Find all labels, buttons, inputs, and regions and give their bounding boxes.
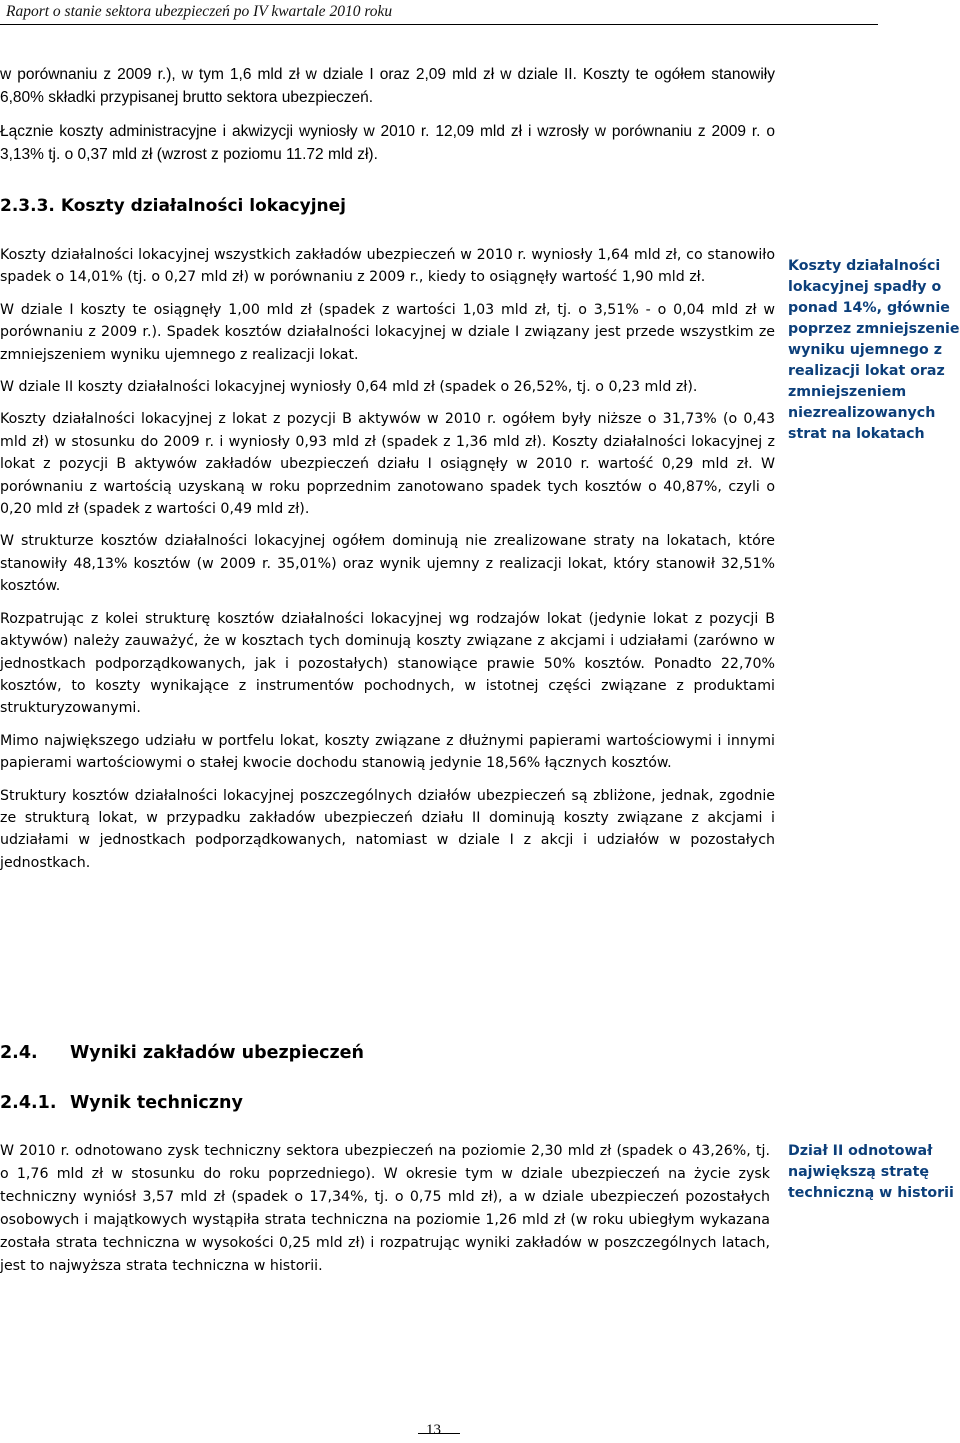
margin-note-investment-costs: Koszty działalności lokacyjnej spadły o ponad 14%, głównie poprzez zmniejszenie wyniku ujemnego z realizacji lokat oraz zmniejszeniem niezrealizowanych strat na lokatach — [788, 258, 960, 442]
section-title: Wynik techniczny — [70, 1093, 243, 1113]
section-heading-2-4 — [0, 1043, 364, 1063]
section-number: 2.4. — [0, 1043, 38, 1063]
paragraph: W dziale I koszty te osiągnęły 1,00 mld zł (spadek z wartości 1,03 mld zł, tj. o 3,51% - o 0,04 mld zł w porównaniu z 2009 r.). Spadek kosztów działalności lokacyjnej w dziale I związany jest przede wszystkim ze zmniejszeniem wyniku ujemnego z realizacji lokat. — [0, 301, 775, 363]
section-body-2-4-1 — [0, 1140, 770, 1278]
margin-note-technical-result: Dział II odnotował największą stratę techniczną w historii — [788, 1143, 954, 1201]
header-title: Raport o stanie sektora ubezpieczeń po IV kwartale 2010 roku — [6, 3, 393, 20]
paragraph: W 2010 r. odnotowano zysk techniczny sektora ubezpieczeń na poziomie 2,30 mld zł (spadek o 43,26%, tj. o 1,76 mld zł w stosunku do roku poprzedniego). W okresie tym w dziale ubezpieczeń na życie zysk techniczny wyniósł 3,57 mld zł (spadek o 17,34%, tj. o 0,75 mld zł), a w dziale ubezpieczeń pozostałych osobowych i majątkowych wystąpiła strata techniczna na poziomie 1,26 mld zł (w roku ubiegłym wykazana została strata techniczna w wysokości 0,25 mld zł) i rozpatrując wyniki zakładów w poszczególnych latach, jest to najwyższa strata techniczna w historii. — [0, 1143, 770, 1274]
section-number: 2.3.3. — [0, 196, 55, 216]
paragraph: W strukturze kosztów działalności lokacyjnej ogółem dominują nie zrealizowane straty na lokatach, które stanowiły 48,13% kosztów (w 2009 r. 35,01%) oraz wynik ujemny z realizacji lokat, który stanowił 32,51% kosztów. — [0, 533, 775, 595]
page-number: 13 — [426, 1422, 441, 1438]
section-title: Koszty działalności lokacyjnej — [60, 196, 346, 216]
paragraph: Koszty działalności lokacyjnej wszystkich zakładów ubezpieczeń w 2010 r. wyniosły 1,64 mld zł, co stanowiło spadek o 14,01% (tj. o 0,27 mld zł) w porównaniu z 2009 r., kiedy to osiągnęły wartość 1,90 mld zł. — [0, 247, 775, 286]
page-header — [0, 0, 960, 26]
paragraph: Koszty działalności lokacyjnej z lokat z pozycji B aktywów w 2010 r. ogółem były niższe o 31,73% (o 0,43 mld zł) w stosunku do 2009 r. i wyniosły 0,93 mld zł (spadek z 1,36 mld zł). Koszty działalności lokacyjnej z lokat z pozycji B aktywów zakładów ubezpieczeń działu I osiągnęły w 2010 r. wartość 0,29 mld zł. W porównaniu z wartością uzyskaną w roku poprzednim zanotowano spadek tych kosztów o 40,87%, czyli o 0,20 mld zł (spadek z wartości 0,49 mld zł). — [0, 411, 775, 518]
section-title: Wyniki zakładów ubezpieczeń — [70, 1043, 364, 1063]
intro-text — [0, 64, 775, 178]
header-rule — [0, 24, 878, 25]
paragraph: Mimo największego udziału w portfelu lokat, koszty związane z dłużnymi papierami wartościowymi i innymi papierami wartościowymi o stałej kwocie dochodu stanowią jedynie 18,56% łącznych kosztów. — [0, 732, 775, 772]
footer-rule — [418, 1433, 460, 1434]
section-heading-2-3-3 — [0, 196, 352, 216]
section-body-2-3-3 — [0, 244, 775, 884]
paragraph: Struktury kosztów działalności lokacyjnej poszczególnych działów ubezpieczeń są zbliżone, jednak, zgodnie ze strukturą lokat, w przypadku zakładów ubezpieczeń działu II dominują koszty związane z akcjami i udziałami w jednostkach podporządkowanych, natomiast w dziale I z akcji i udziałów w pozostałych jednostkach. — [0, 787, 775, 871]
section-heading-2-4-1 — [0, 1093, 243, 1113]
paragraph: W dziale II koszty działalności lokacyjnej wyniosły 0,64 mld zł (spadek o 26,52%, tj. o 0,23 mld zł). — [0, 379, 698, 396]
paragraph: Rozpatrując z kolei strukturę kosztów działalności lokacyjnej wg rodzajów lokat (jedynie lokat z pozycji B aktywów) należy zauważyć, że w kosztach tych dominują koszty związane z akcjami i udziałami (zarówno w jednostkach podporządkowanych, jak i pozostałych) stanowiące prawie 50% kosztów. Ponadto 22,70% kosztów, to koszty wynikające z instrumentów pochodnych, w istotnej części związane z produktami strukturyzowanymi. — [0, 610, 775, 717]
intro-paragraph-1: w porównaniu z 2009 r.), w tym 1,6 mld zł w dziale I oraz 2,09 mld zł w dziale II. Koszty te ogółem stanowiły 6,80% składki przypisanej brutto sektora ubezpieczeń. — [0, 66, 775, 106]
section-number: 2.4.1. — [0, 1093, 57, 1113]
intro-paragraph-2: Łącznie koszty administracyjne i akwizycji wyniosły w 2010 r. 12,09 mld zł i wzrosły w porównaniu z 2009 r. o 3,13% tj. o 0,37 mld zł (wzrost z poziomu 11.72 mld zł). — [0, 123, 775, 163]
